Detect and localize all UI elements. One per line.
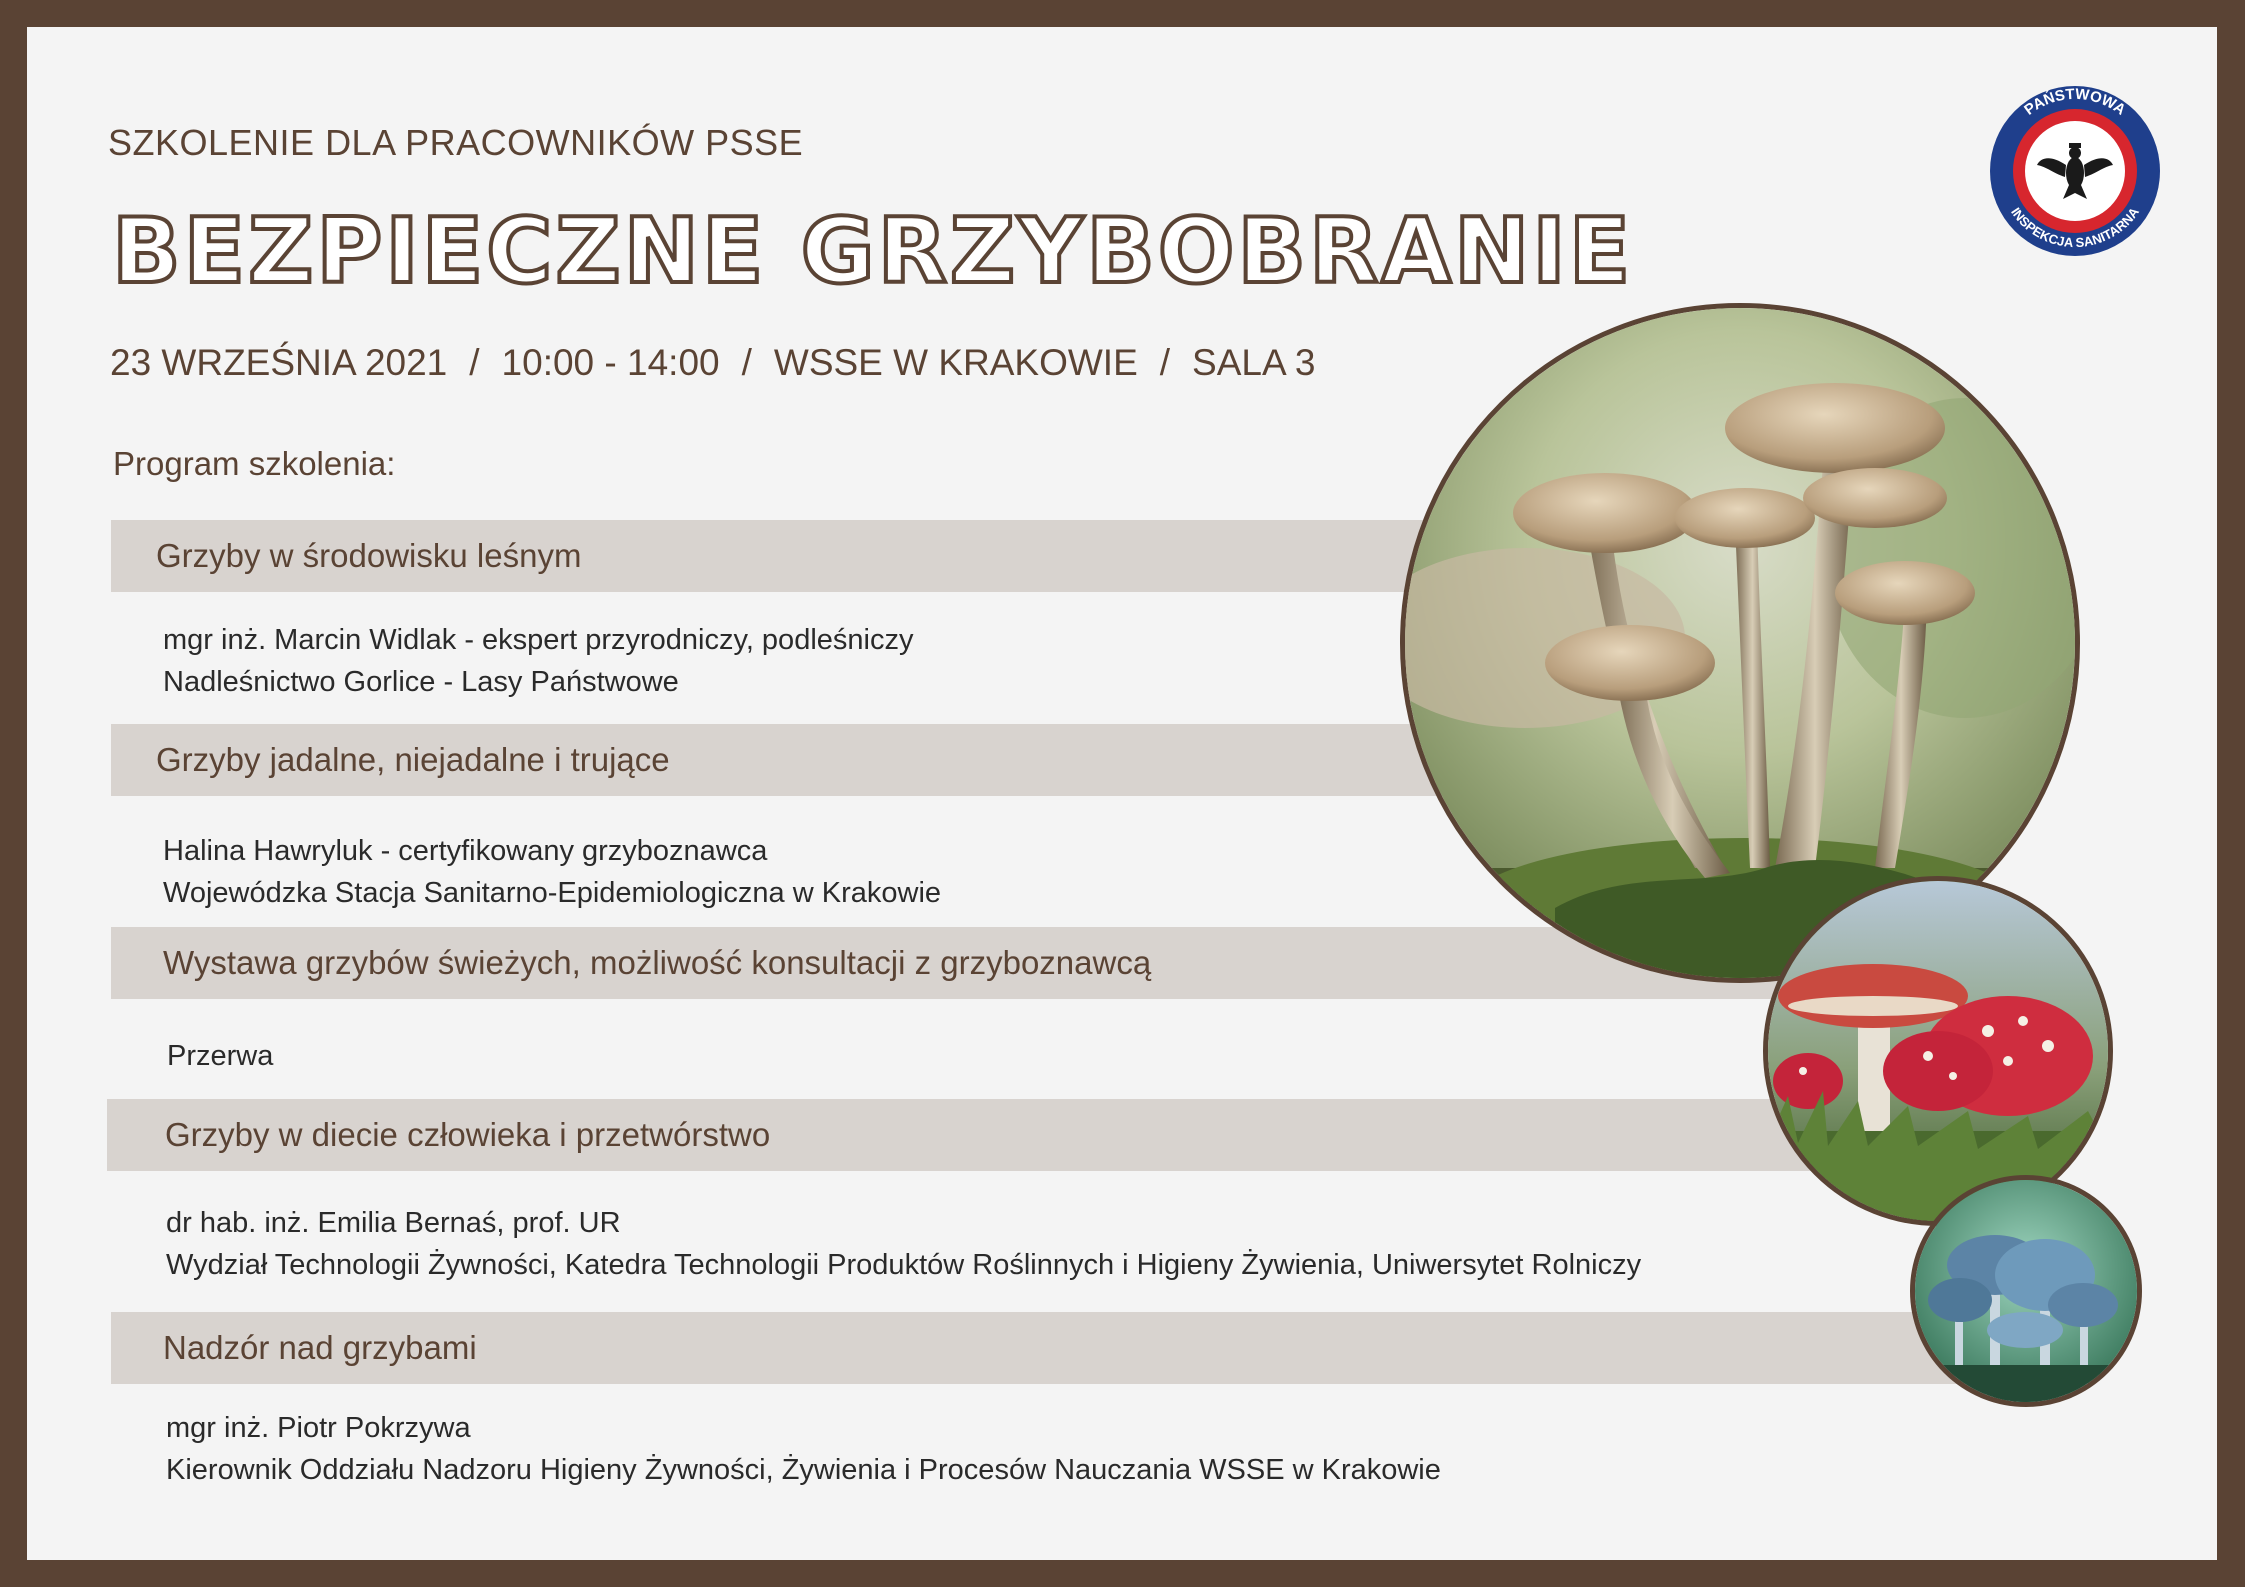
blue-mushrooms-photo — [1910, 1175, 2142, 1407]
program-section-heading — [111, 1312, 2011, 1384]
blue-mushrooms-illustration — [1915, 1180, 2137, 1402]
program-section-heading — [111, 724, 1471, 796]
mushroom-cluster-illustration — [1405, 308, 2075, 978]
section-heading-text: Grzyby w środowisku leśnym — [156, 537, 582, 574]
section-affiliation: Wojewódzka Stacja Sanitarno-Epidemiologiczna w Krakowie — [163, 877, 942, 909]
logo-text-bottom: INSPEKCJA SANITARNA — [2008, 204, 2142, 251]
program-title: Program szkolenia: — [113, 445, 396, 482]
fly-agaric-illustration — [1768, 881, 2108, 1221]
section-affiliation: Wydział Technologii Żywności, Katedra Technologii Produktów Roślinnych i Higieny Żywienia, Uniwersytet Rolniczy — [166, 1249, 1642, 1281]
svg-text:PAŃSTWOWA — [2021, 86, 2129, 119]
program-section-heading — [107, 1099, 1847, 1171]
section-speaker: Halina Hawryluk - certyfikowany grzyboznawca — [163, 835, 768, 867]
event-meta — [110, 342, 1315, 384]
event-date: 23 WRZEŚNIA 2021 — [110, 342, 448, 383]
section-affiliation: Nadleśnictwo Gorlice - Lasy Państwowe — [163, 666, 679, 698]
section-break: Przerwa — [167, 1040, 274, 1072]
section-speaker: dr hab. inż. Emilia Bernaś, prof. UR — [166, 1207, 621, 1239]
separator: / — [469, 342, 480, 383]
section-heading-text: Nadzór nad grzybami — [163, 1329, 477, 1366]
logo-text-arc — [1989, 85, 2161, 257]
section-affiliation: Kierownik Oddziału Nadzoru Higieny Żywności, Żywienia i Procesów Nauczania WSSE w Krakowie — [166, 1454, 1441, 1486]
event-time: 10:00 - 14:00 — [501, 342, 720, 383]
logo-text-top: PAŃSTWOWA — [2021, 85, 2129, 119]
section-heading-text: Wystawa grzybów świeżych, możliwość konsultacji z grzyboznawcą — [163, 944, 1152, 981]
section-heading-text: Grzyby w diecie człowieka i przetwórstwo — [165, 1116, 771, 1153]
program-section-heading — [111, 520, 1471, 592]
sanitary-inspection-logo — [1989, 85, 2161, 257]
event-room: SALA 3 — [1192, 342, 1316, 383]
separator: / — [741, 342, 752, 383]
poster-title: BEZPIECZNE GRZYBOBRANIE — [112, 199, 1634, 304]
section-heading-text: Grzyby jadalne, niejadalne i trujące — [156, 741, 670, 778]
fly-agaric-photo — [1763, 876, 2113, 1226]
section-speaker: mgr inż. Piotr Pokrzywa — [166, 1412, 471, 1444]
section-speaker: mgr inż. Marcin Widlak - ekspert przyrodniczy, podleśniczy — [163, 624, 914, 656]
poster-sheet — [27, 27, 2217, 1560]
poster-subtitle: SZKOLENIE DLA PRACOWNIKÓW PSSE — [108, 122, 804, 163]
separator: / — [1159, 342, 1171, 383]
logo-text — [1989, 85, 2161, 257]
svg-text:INSPEKCJA SANITARNA — [2008, 204, 2142, 250]
event-place: WSSE W KRAKOWIE — [773, 342, 1138, 383]
